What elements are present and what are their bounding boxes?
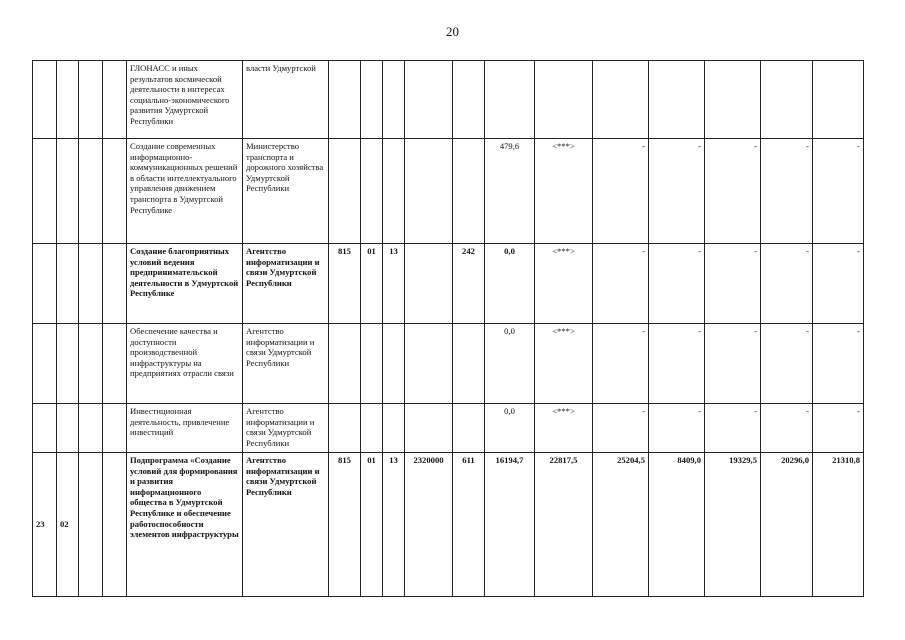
cell-gp — [33, 61, 57, 139]
cell-v7: - — [813, 324, 864, 404]
cell-v2: <***> — [535, 244, 593, 324]
cell-v3: - — [593, 139, 649, 244]
cell-m — [103, 61, 127, 139]
cell-executor: Министерство транспорта и дорожного хозяйства Удмуртской Республики — [243, 139, 329, 244]
cell-executor: власти Удмуртской — [243, 61, 329, 139]
cell-v2: <***> — [535, 324, 593, 404]
budget-table — [32, 60, 864, 597]
cell-v6: - — [761, 139, 813, 244]
cell-v3: - — [593, 404, 649, 453]
cell-name: Инвестиционная деятельность, привлечение инвестиций — [127, 404, 243, 453]
cell-v7: 21310,8 — [813, 453, 864, 597]
cell-v4 — [649, 61, 705, 139]
cell-name: Обеспечение качества и доступности производственной инфраструктуры на предприятиях отрасли связи — [127, 324, 243, 404]
cell-vr — [453, 404, 485, 453]
cell-v4: - — [649, 324, 705, 404]
cell-name: Создание благоприятных условий ведения предпринимательской деятельности в Удмуртской Республике — [127, 244, 243, 324]
cell-v1: 0,0 — [485, 404, 535, 453]
cell-v5: 19329,5 — [705, 453, 761, 597]
cell-gp — [33, 404, 57, 453]
cell-om — [79, 324, 103, 404]
cell-pr — [383, 404, 405, 453]
cell-csr — [405, 61, 453, 139]
cell-v3 — [593, 61, 649, 139]
cell-vr — [453, 324, 485, 404]
cell-gp — [33, 139, 57, 244]
cell-v3: - — [593, 324, 649, 404]
cell-v6: - — [761, 404, 813, 453]
cell-v4: - — [649, 139, 705, 244]
cell-rz — [361, 324, 383, 404]
cell-pp — [57, 404, 79, 453]
cell-m — [103, 453, 127, 597]
cell-om — [79, 61, 103, 139]
cell-v1: 479,6 — [485, 139, 535, 244]
cell-pp — [57, 139, 79, 244]
cell-csr — [405, 139, 453, 244]
cell-csr — [405, 244, 453, 324]
cell-v6: - — [761, 324, 813, 404]
cell-v1: 0,0 — [485, 244, 535, 324]
table-row — [33, 453, 864, 597]
cell-v5: - — [705, 404, 761, 453]
table-row — [33, 139, 864, 244]
cell-m — [103, 244, 127, 324]
cell-pr — [383, 61, 405, 139]
cell-executor: Агентство информатизации и связи Удмуртской Республики — [243, 404, 329, 453]
cell-v7: - — [813, 139, 864, 244]
cell-v7: - — [813, 404, 864, 453]
page-number: 20 — [446, 24, 459, 39]
cell-rz: 01 — [361, 453, 383, 597]
cell-v4: - — [649, 244, 705, 324]
cell-v1 — [485, 61, 535, 139]
cell-v3: - — [593, 244, 649, 324]
cell-v4: - — [649, 404, 705, 453]
cell-pr: 13 — [383, 453, 405, 597]
cell-v6: 20296,0 — [761, 453, 813, 597]
cell-v6: - — [761, 244, 813, 324]
table-row — [33, 404, 864, 453]
cell-grbs: 815 — [329, 244, 361, 324]
cell-v3: 25204,5 — [593, 453, 649, 597]
cell-v7: - — [813, 244, 864, 324]
cell-v2: <***> — [535, 139, 593, 244]
cell-v2 — [535, 61, 593, 139]
cell-pp — [57, 244, 79, 324]
cell-vr: 611 — [453, 453, 485, 597]
cell-vr: 242 — [453, 244, 485, 324]
cell-csr — [405, 404, 453, 453]
cell-gp — [33, 324, 57, 404]
cell-om — [79, 453, 103, 597]
cell-vr — [453, 61, 485, 139]
cell-gp — [33, 244, 57, 324]
cell-pr — [383, 139, 405, 244]
cell-v2: <***> — [535, 404, 593, 453]
cell-executor: Агентство информатизации и связи Удмуртской Республики — [243, 324, 329, 404]
cell-grbs — [329, 404, 361, 453]
cell-pr: 13 — [383, 244, 405, 324]
cell-name: ГЛОНАСС и иных результатов космической деятельности в интересах социально-экономического развития Удмуртской Республики — [127, 61, 243, 139]
cell-executor: Агентство информатизации и связи Удмуртской Республики — [243, 453, 329, 597]
cell-rz — [361, 139, 383, 244]
table-row — [33, 61, 864, 139]
table-row — [33, 324, 864, 404]
cell-v5: - — [705, 244, 761, 324]
cell-om — [79, 404, 103, 453]
cell-v5: - — [705, 139, 761, 244]
cell-pr — [383, 324, 405, 404]
cell-gp: 23 — [33, 453, 57, 597]
cell-rz — [361, 404, 383, 453]
cell-v6 — [761, 61, 813, 139]
cell-grbs: 815 — [329, 453, 361, 597]
cell-v1: 0,0 — [485, 324, 535, 404]
cell-pp: 02 — [57, 453, 79, 597]
cell-grbs — [329, 139, 361, 244]
cell-v5 — [705, 61, 761, 139]
cell-executor: Агентство информатизации и связи Удмуртской Республики — [243, 244, 329, 324]
cell-vr — [453, 139, 485, 244]
cell-rz: 01 — [361, 244, 383, 324]
cell-v2: 22817,5 — [535, 453, 593, 597]
table-row — [33, 244, 864, 324]
cell-v1: 16194,7 — [485, 453, 535, 597]
cell-v7 — [813, 61, 864, 139]
cell-m — [103, 324, 127, 404]
cell-grbs — [329, 324, 361, 404]
cell-grbs — [329, 61, 361, 139]
cell-v4: 8409,0 — [649, 453, 705, 597]
cell-csr — [405, 324, 453, 404]
cell-m — [103, 404, 127, 453]
cell-om — [79, 244, 103, 324]
cell-name: Подпрограмма «Создание условий для формирования и развития информационного общества в Удмуртской Республике и обеспечение работоспособности элементов инфраструктуры — [127, 453, 243, 597]
cell-v5: - — [705, 324, 761, 404]
cell-rz — [361, 61, 383, 139]
cell-name: Создание современных информационно-коммуникационных решений в области интеллектуального управления движением транспорта в Удмуртской Республике — [127, 139, 243, 244]
cell-om — [79, 139, 103, 244]
cell-pp — [57, 61, 79, 139]
cell-pp — [57, 324, 79, 404]
cell-csr: 2320000 — [405, 453, 453, 597]
cell-m — [103, 139, 127, 244]
